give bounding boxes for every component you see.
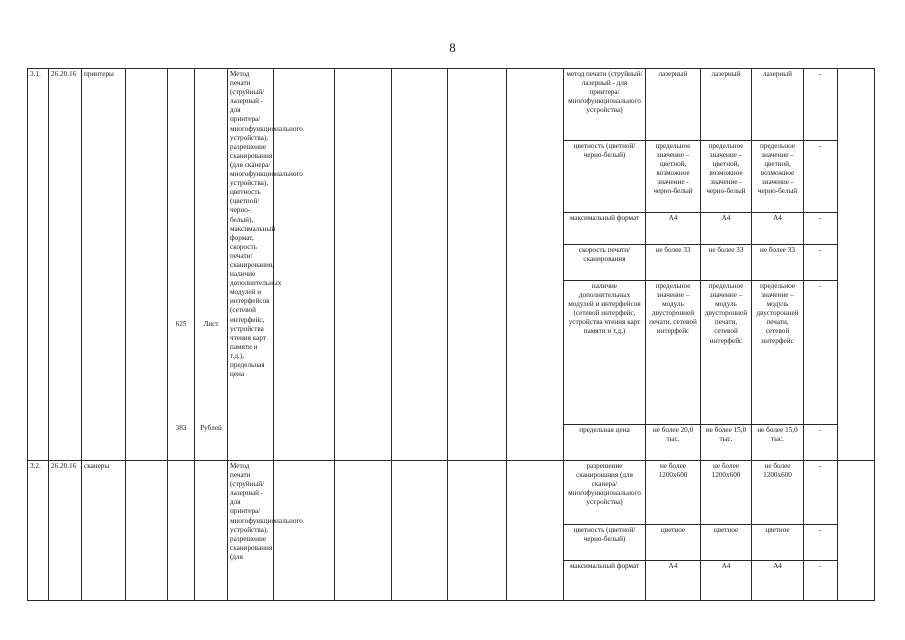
okei-line: 383: [175, 424, 187, 433]
okei-line: 625: [175, 320, 187, 328]
characteristic-name: разрешение сканирования (для сканера/многофункционального устройства): [564, 461, 646, 525]
dash-cell: -: [804, 425, 838, 461]
value-cell: А4: [701, 213, 752, 245]
value-cell: лазерный: [701, 69, 752, 141]
empty-cell: [335, 461, 392, 601]
dash-cell: -: [804, 141, 838, 213]
empty-cell: [195, 461, 228, 601]
empty-cell: [168, 461, 195, 601]
empty-cell: [448, 69, 507, 461]
characteristics-table: [27, 68, 875, 601]
value-cell: предельное значение – цветной, возможное значение - черно-белый: [646, 141, 701, 213]
characteristic-name: метод печати (струйный/лазерный - для принтера/многофункционального устройства): [564, 69, 646, 141]
characteristic-description: Метод печати (струйный/лазерный - для принтера/многофункционального устройства), разрешение сканирования (для: [228, 461, 274, 601]
unit-line: Лист: [203, 320, 219, 328]
okpd-code: 26.20.16: [49, 461, 82, 601]
table-row: [28, 461, 875, 525]
characteristic-name: цветность (цветной/черно-белый): [564, 525, 646, 561]
empty-cell: [126, 461, 168, 601]
dash-cell: -: [804, 525, 838, 561]
value-cell: предельное значение – модуль двусторонней печати, сетевой интерфейс: [701, 281, 752, 425]
value-cell: не более 15,0 тыс.: [752, 425, 804, 461]
dash-cell: -: [804, 69, 838, 141]
value-cell: А4: [646, 213, 701, 245]
product-name: сканеры: [82, 461, 126, 601]
value-cell: не более 20,0 тыс.: [646, 425, 701, 461]
unit-name: [195, 69, 228, 461]
characteristic-name: наличие дополнительных модулей и интерфейсов (сетевой интерфейс, устройства чтения карт памяти и т.д.): [564, 281, 646, 425]
value-cell: А4: [752, 561, 804, 601]
value-cell: цветное: [701, 525, 752, 561]
empty-cell: [507, 69, 564, 461]
empty-cell: [335, 69, 392, 461]
value-cell: предельное значение – модуль двусторонней печати, сетевой интерфейс: [646, 281, 701, 425]
characteristic-name: цветность (цветной/черно-белый): [564, 141, 646, 213]
okei-code: [168, 69, 195, 461]
empty-cell: [448, 461, 507, 601]
value-cell: А4: [752, 213, 804, 245]
characteristic-name: предельная цена: [564, 425, 646, 461]
table-row: [28, 69, 875, 141]
dash-cell: -: [804, 461, 838, 525]
empty-cell: [838, 69, 875, 461]
value-cell: предельное значение – модуль двусторонней печати, сетевой интерфейс: [752, 281, 804, 425]
empty-cell: [392, 461, 448, 601]
empty-cell: [507, 461, 564, 601]
characteristic-description: Метод печати (струйный/лазерный - для принтера/многофункционального устройства), разрешение сканирования (для сканера/многофункционального устройства), цветность (цветной/черно-белый), максимальный формат, скорость печати/сканирования, наличие дополнительных модулей и интерфейсов (сетевой интерфейс, устройства чтения карт памяти и т.д.), предельная цена: [228, 69, 274, 461]
value-cell: лазерный: [752, 69, 804, 141]
page-number: 8: [449, 40, 456, 55]
value-cell: А4: [701, 561, 752, 601]
value-cell: лазерный: [646, 69, 701, 141]
value-cell: предельное значение – цветной, возможное значение - черно-белый: [701, 141, 752, 213]
empty-cell: [838, 461, 875, 601]
characteristic-name: максимальный формат: [564, 213, 646, 245]
dash-cell: -: [804, 281, 838, 425]
okpd-code: 26.20.16: [49, 69, 82, 461]
value-cell: не более 15,0 тыс.: [701, 425, 752, 461]
value-cell: цветное: [752, 525, 804, 561]
dash-cell: -: [804, 213, 838, 245]
value-cell: не более 33: [701, 245, 752, 281]
empty-cell: [126, 69, 168, 461]
empty-cell: [392, 69, 448, 461]
characteristic-name: скорость печати/сканирования: [564, 245, 646, 281]
value-cell: не более 1200х600: [752, 461, 804, 525]
value-cell: предельное значение – цветной, возможное значение - черно-белый: [752, 141, 804, 213]
product-name: принтеры: [82, 69, 126, 461]
value-cell: не более 33: [752, 245, 804, 281]
value-cell: цветное: [646, 525, 701, 561]
dash-cell: -: [804, 561, 838, 601]
value-cell: А4: [646, 561, 701, 601]
dash-cell: -: [804, 245, 838, 281]
row-number: 3.2.: [28, 461, 49, 601]
row-number: 3.1.: [28, 69, 49, 461]
value-cell: не более 1200х600: [701, 461, 752, 525]
unit-line: Рублей: [200, 424, 222, 433]
empty-cell: [274, 461, 335, 601]
value-cell: не более 33: [646, 245, 701, 281]
characteristic-name: максимальный формат: [564, 561, 646, 601]
value-cell: не более 1200х600: [646, 461, 701, 525]
